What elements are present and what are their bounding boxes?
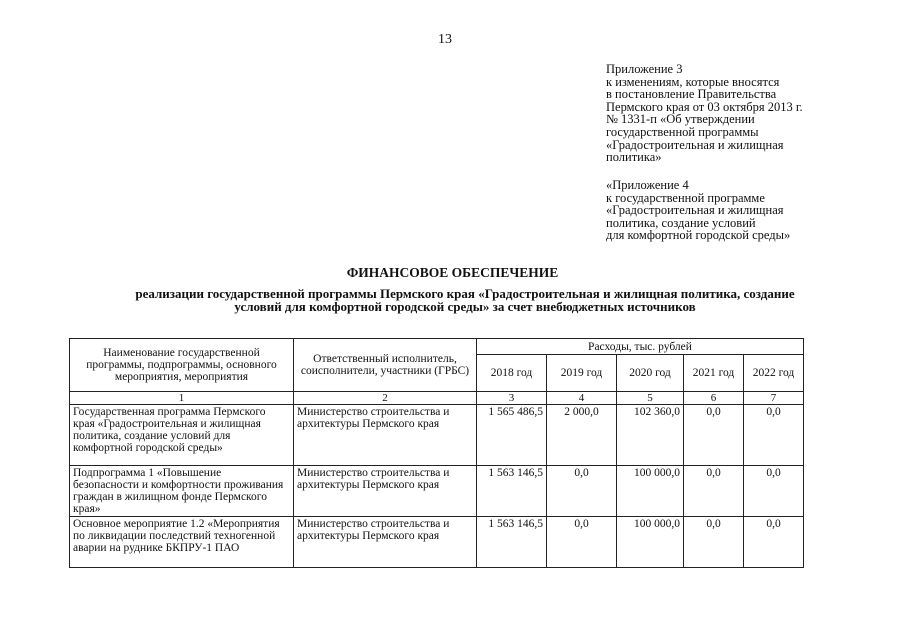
column-number: 4 <box>547 392 617 405</box>
header-expenses-cell: Расходы, тыс. рублей <box>477 339 804 355</box>
value-cell: 1 563 146,5 <box>477 466 547 517</box>
column-number: 7 <box>744 392 804 405</box>
column-number: 3 <box>477 392 547 405</box>
column-number: 1 <box>70 392 294 405</box>
table-header-row <box>70 339 804 355</box>
table-row <box>70 466 804 517</box>
appendix-3-line: к изменениям, которые вносятся <box>606 74 780 89</box>
column-number: 2 <box>294 392 477 405</box>
subtitle-line: условий для комфортной городской среды» за счет внебюджетных источников <box>234 299 696 314</box>
appendix-4-line: «Приложение 4 <box>606 178 689 192</box>
appendix-4-line: для комфортной городской среды» <box>606 228 791 243</box>
value-cell: 2 000,0 <box>547 405 617 466</box>
row-name-cell: Основное мероприятие 1.2 «Мероприятия по ликвидации последствий техногенной аварии на руднике БКПРУ-1 ПАО <box>70 517 294 568</box>
row-executor-cell: Министерство строительства и архитектуры Пермского края <box>294 466 477 517</box>
appendix-4-line: политика, создание условий <box>606 215 756 230</box>
appendix-3-line: политика» <box>606 150 662 165</box>
appendix-3-line: государственной программы <box>606 124 759 139</box>
row-executor-cell: Министерство строительства и архитектуры Пермского края <box>294 405 477 466</box>
document-subtitle <box>60 287 870 313</box>
value-cell: 102 360,0 <box>617 405 684 466</box>
value-cell: 1 563 146,5 <box>477 517 547 568</box>
header-year-cell: 2022 год <box>744 355 804 392</box>
row-executor-cell: Министерство строительства и архитектуры Пермского края <box>294 517 477 568</box>
financing-table <box>69 338 804 568</box>
table-row <box>70 405 804 466</box>
row-name-cell: Государственная программа Пермского края «Градостроительная и жилищная политика, создание условий для комфортной городской среды» <box>70 405 294 466</box>
column-number: 6 <box>684 392 744 405</box>
header-year-cell: 2020 год <box>617 355 684 392</box>
column-number-row <box>70 392 804 405</box>
appendix-3-line: в постановление Правительства <box>606 87 777 102</box>
appendix-4-note <box>606 179 866 242</box>
appendix-3-line: Пермского края от 03 октября 2013 г. <box>606 99 803 114</box>
value-cell: 0,0 <box>684 466 744 517</box>
document-title: ФИНАНСОВОЕ ОБЕСПЕЧЕНИЕ <box>346 265 559 280</box>
appendix-3-note <box>606 63 866 164</box>
row-name-cell: Подпрограмма 1 «Повышение безопасности и комфортности проживания граждан в жилищном фонде Пермского края» <box>70 466 294 517</box>
value-cell: 0,0 <box>744 517 804 568</box>
value-cell: 0,0 <box>744 405 804 466</box>
value-cell: 0,0 <box>744 466 804 517</box>
header-year-cell: 2021 год <box>684 355 744 392</box>
appendix-3-line: «Градостроительная и жилищная <box>606 137 784 152</box>
column-number: 5 <box>617 392 684 405</box>
header-executor-cell: Ответственный исполнитель, соисполнители, участники (ГРБС) <box>294 339 477 392</box>
value-cell: 100 000,0 <box>617 466 684 517</box>
page-number: 13 <box>438 32 452 47</box>
header-year-cell: 2019 год <box>547 355 617 392</box>
value-cell: 100 000,0 <box>617 517 684 568</box>
appendix-4-line: к государственной программе <box>606 190 765 205</box>
appendix-3-line: № 1331-п «Об утверждении <box>606 112 755 127</box>
value-cell: 0,0 <box>684 405 744 466</box>
subtitle-line: реализации государственной программы Пермского края «Градостроительная и жилищная политика, создание <box>135 286 795 301</box>
value-cell: 0,0 <box>684 517 744 568</box>
table-row <box>70 517 804 568</box>
appendix-3-line: Приложение 3 <box>606 62 683 76</box>
value-cell: 1 565 486,5 <box>477 405 547 466</box>
value-cell: 0,0 <box>547 466 617 517</box>
appendix-4-line: «Градостроительная и жилищная <box>606 203 784 218</box>
header-year-cell: 2018 год <box>477 355 547 392</box>
header-name-cell: Наименование государственной программы, подпрограммы, основного мероприятия, мероприятия <box>70 339 294 392</box>
value-cell: 0,0 <box>547 517 617 568</box>
